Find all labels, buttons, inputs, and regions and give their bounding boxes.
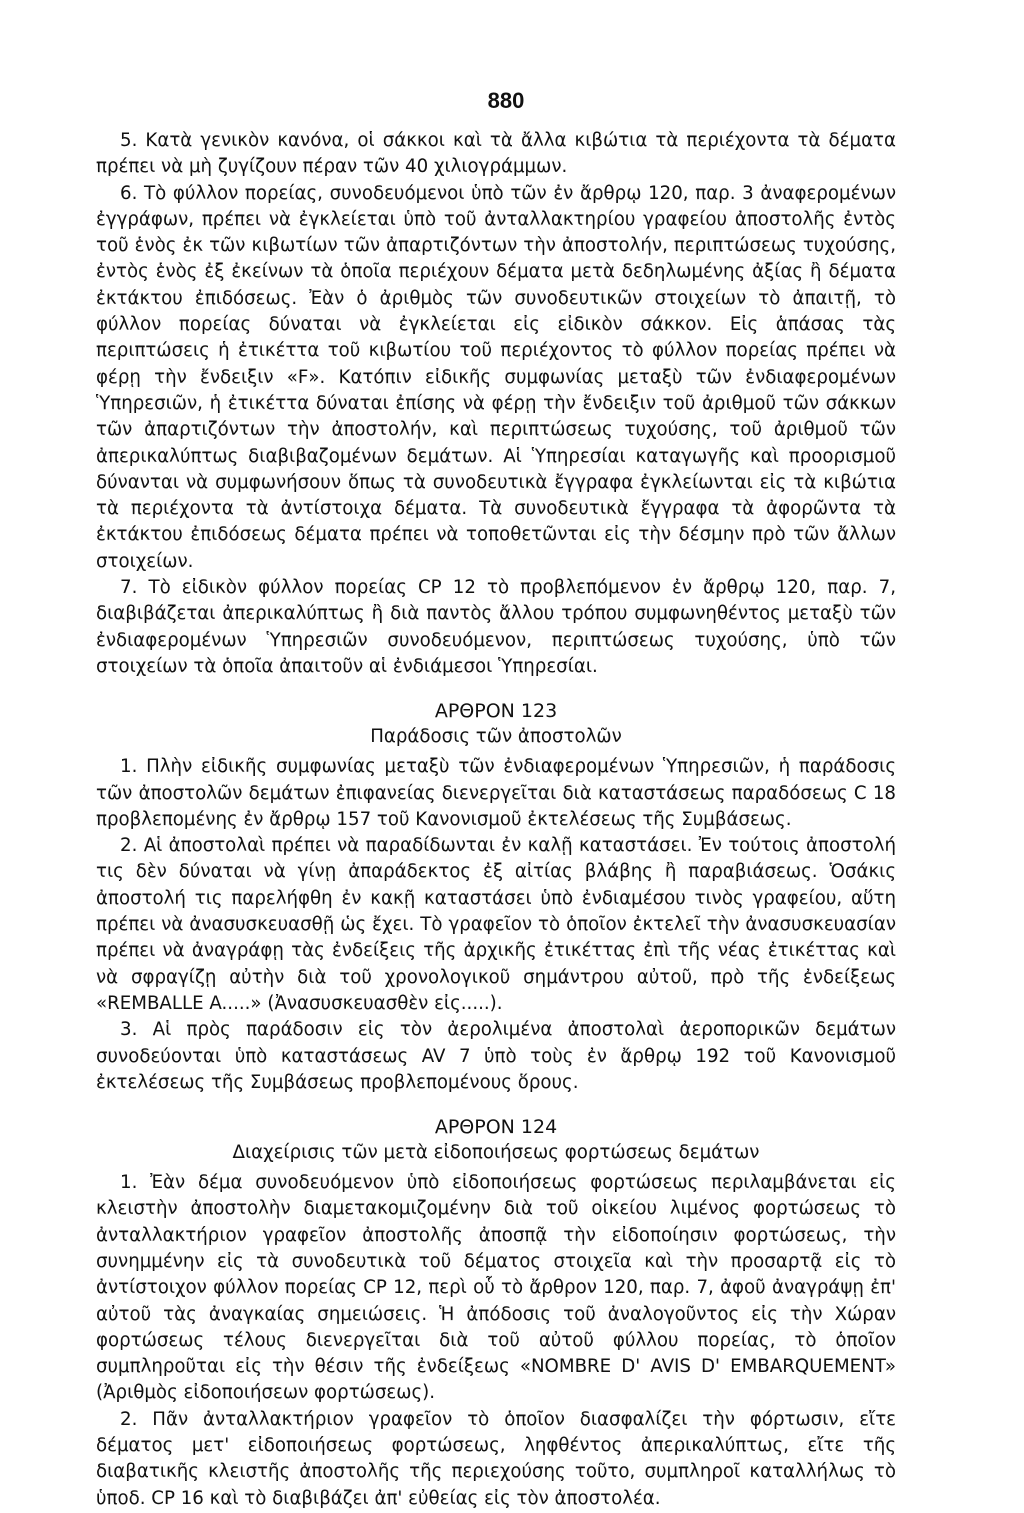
article-123 — [96, 698, 896, 1096]
article-heading: ΑΡΘΡΟΝ 123 — [434, 700, 558, 723]
paragraph-7: 7. Τὸ εἰδικὸν φύλλον πορείας CP 12 τὸ προβλεπόμενον ἐν ἄρθρῳ 120, παρ. 7, διαβιβάζεται ἀπερικαλύπτως ἢ διὰ παντὸς ἄλλου τρόπου συμφωνηθέντος μεταξὺ τῶν ἐνδιαφερομένων Ὑπηρεσιῶν συνοδευόμενον, περιπτώσεως τυχούσης, ὑπὸ τῶν στοιχείων τὰ ὁποῖα ἀπαιτοῦν αἱ ἐνδιάμεσοι Ὑπηρεσίαι. — [96, 577, 896, 677]
article-123-paragraph-2: 2. Αἱ ἀποστολαὶ πρέπει νὰ παραδίδωνται ἐν καλῇ καταστάσει. Ἐν τούτοις ἀποστολή τις δὲν δύναται νὰ γίνῃ ἀπαράδεκτος ἐξ αἰτίας βλάβης ἢ παραβιάσεως. Ὁσάκις ἀποστολή τις παρελήφθη ἐν κακῇ καταστάσει ὑπὸ ἐνδιαμέσου τινὸς γραφείου, αὕτη πρέπει νὰ ἀνασυσκευασθῇ ὡς ἔχει. Τὸ γραφεῖον τὸ ὁποῖον ἐκτελεῖ τὴν ἀνασυσκευασίαν πρέπει νὰ ἀναγράφῃ τὰς ἐνδείξεις τῆς ἀρχικῆς ἐτικέττας ἐπὶ τῆς νέας ἐτικέττας καὶ νὰ σφραγίζῃ αὐτὴν διὰ τοῦ χρονολογικοῦ σημάντρου αὐτοῦ, πρὸ τῆς ἐνδείξεως «REMBALLE A.....» (Ἀνασυσκευασθὲν εἰς.....). — [96, 835, 896, 1014]
article-subtitle: Παράδοσις τῶν ἀποστολῶν — [370, 726, 622, 748]
article-124-paragraph-2: 2. Πᾶν ἀνταλλακτήριον γραφεῖον τὸ ὁποῖον διασφαλίζει τὴν φόρτωσιν, εἴτε δέματος μετ' εἰδοποιήσεως φορτώσεως, ληφθέντος ἀπερικαλύπτως, εἴτε τῆς διαβατικῆς κλειστῆς ἀποστολῆς τῆς περιεχούσης τοῦτο, συμπληροῖ καταλλήλως τὸ ὑποδ. CP 16 καὶ τὸ διαβιβάζει ἀπ' εὐθείας εἰς τὸν ἀποστολέα. — [96, 1408, 896, 1509]
article-124 — [96, 1114, 896, 1512]
article-subtitle: Διαχείρισις τῶν μετὰ εἰδοποιήσεως φορτώσεως δεμάτων — [232, 1142, 760, 1164]
page-number: 880 — [487, 88, 525, 113]
document-page — [96, 88, 896, 1512]
paragraph-5: 5. Κατὰ γενικὸν κανόνα, οἱ σάκκοι καὶ τὰ ἄλλα κιβώτια τὰ περιέχοντα τὰ δέματα πρέπει νὰ μὴ ζυγίζουν πέραν τῶν 40 χιλιογράμμων. — [96, 130, 896, 178]
article-123-paragraph-3: 3. Αἱ πρὸς παράδοσιν εἰς τὸν ἀερολιμένα ἀποστολαὶ ἀεροπορικῶν δεμάτων συνοδεύονται ὑπὸ καταστάσεως AV 7 ὑπὸ τοὺς ἐν ἄρθρῳ 192 τοῦ Κανονισμοῦ ἐκτελέσεως τῆς Συμβάσεως προβλεπομένους ὅρους. — [96, 1019, 896, 1093]
article-124-paragraph-1: 1. Ἐὰν δέμα συνοδευόμενον ὑπὸ εἰδοποιήσεως φορτώσεως περιλαμβάνεται εἰς κλειστὴν ἀποστολὴν διαμετακομιζομένην διὰ τοῦ οἰκείου λιμένος φορτώσεως τὸ ἀνταλλακτήριον γραφεῖον ἀποστολῆς ἀποσπᾷ τὴν εἰδοποίησιν φορτώσεως, τὴν συνημμένην εἰς τὰ συνοδευτικὰ τοῦ δέματος στοιχεῖα καὶ τὴν προσαρτᾷ εἰς τὸ ἀντίστοιχον φύλλον πορείας CP 12, περὶ οὗ τὸ ἄρθρον 120, παρ. 7, ἀφοῦ ἀναγράψῃ ἐπ' αὐτοῦ τὰς ἀναγκαίας σημειώσεις. Ἡ ἀπόδοσις τοῦ ἀναλογοῦντος εἰς τὴν Χώραν φορτώσεως τέλους διενεργεῖται διὰ τοῦ αὐτοῦ φύλλου πορείας, τὸ ὁποῖον συμπληροῦται εἰς τὴν θέσιν τῆς ἐνδείξεως «NOMBRE D' AVIS D' EMBARQUEMENT» (Ἀριθμὸς εἰδοποιήσεων φορτώσεως). — [96, 1172, 896, 1404]
article-123-paragraph-1: 1. Πλὴν εἰδικῆς συμφωνίας μεταξὺ τῶν ἐνδιαφερομένων Ὑπηρεσιῶν, ἡ παράδοσις τῶν ἀποστολῶν δεμάτων ἐπιφανείας διενεργεῖται διὰ καταστάσεως παραδόσεως C 18 προβλεπομένης ἐν ἄρθρῳ 157 τοῦ Κανονισμοῦ ἐκτελέσεως τῆς Συμβάσεως. — [96, 756, 896, 830]
paragraph-6: 6. Τὸ φύλλον πορείας, συνοδευόμενοι ὑπὸ τῶν ἐν ἄρθρῳ 120, παρ. 3 ἀναφερομένων ἐγγράφων, πρέπει νὰ ἐγκλείεται ὑπὸ τοῦ ἀνταλλακτηρίου γραφείου ἀποστολῆς ἐντὸς τοῦ ἑνὸς ἐκ τῶν κιβωτίων τῶν ἀπαρτιζόντων τὴν ἀποστολήν, περιπτώσεως τυχούσης, ἐντὸς ἑνὸς ἐξ ἐκείνων τὰ ὁποῖα περιέχουν δέματα μετὰ δεδηλωμένης ἀξίας ἢ δέματα ἐκτάκτου ἐπιδόσεως. Ἐὰν ὁ ἀριθμὸς τῶν συνοδευτικῶν στοιχείων τὸ ἀπαιτῇ, τὸ φύλλον πορείας δύναται νὰ ἐγκλείεται εἰς εἰδικὸν σάκκον. Εἰς ἁπάσας τὰς περιπτώσεις ἡ ἐτικέττα τοῦ κιβωτίου τοῦ περιέχοντος τὸ φύλλον πορείας πρέπει νὰ φέρῃ τὴν ἔνδειξιν «F». Κατόπιν εἰδικῆς συμφωνίας μεταξὺ τῶν ἐνδιαφερομένων Ὑπηρεσιῶν, ἡ ἐτικέττα δύναται ἐπίσης νὰ φέρῃ τὴν ἔνδειξιν τοῦ ἀριθμοῦ τῶν σάκκων τῶν ἀπαρτιζόντων τὴν ἀποστολήν, καὶ περιπτώσεως τυχούσης, τοῦ ἀριθμοῦ τῶν ἀπερικαλύπτως διαβιβαζομένων δεμάτων. Αἱ Ὑπηρεσίαι καταγωγῆς καὶ προορισμοῦ δύνανται νὰ συμφωνήσουν ὅπως τὰ συνοδευτικὰ ἔγγραφα ἐγκλείωνται εἰς τὰ κιβώτια τὰ περιέχοντα τὰ ἀντίστοιχα δέματα. Τὰ συνοδευτικὰ ἔγγραφα τὰ ἀφορῶντα τὰ ἐκτάκτου ἐπιδόσεως δέματα πρέπει νὰ τοποθετῶνται εἰς τὴν δέσμην πρὸ τῶν ἄλλων στοιχείων. — [96, 182, 896, 572]
article-heading: ΑΡΘΡΟΝ 124 — [434, 1116, 558, 1139]
